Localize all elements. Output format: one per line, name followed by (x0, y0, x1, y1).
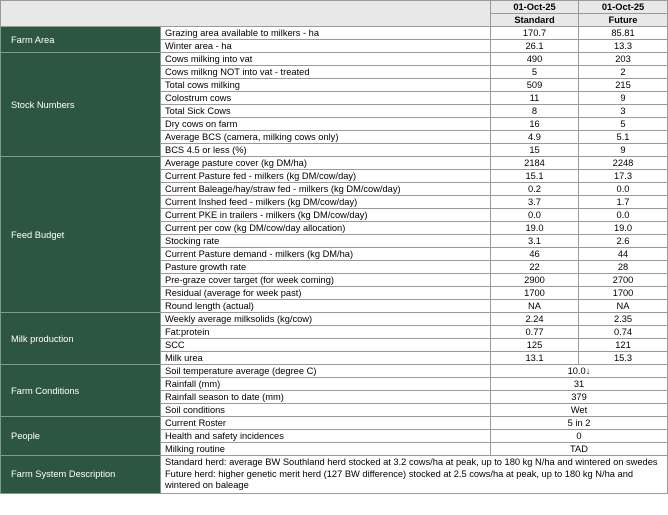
value-standard: 15 (491, 144, 579, 157)
value-future: 28 (579, 261, 668, 274)
value-shared: TAD (491, 443, 668, 456)
value-future: 13.3 (579, 40, 668, 53)
value-future: 215 (579, 79, 668, 92)
row-label: Average pasture cover (kg DM/ha) (161, 157, 491, 170)
row-label: Rainfall (mm) (161, 378, 491, 391)
value-future: 9 (579, 92, 668, 105)
value-standard: 13.1 (491, 352, 579, 365)
value-future: 5 (579, 118, 668, 131)
row-label: SCC (161, 339, 491, 352)
section-people: People (1, 417, 161, 456)
section-stock-numbers: Stock Numbers (1, 53, 161, 157)
value-shared: 10.0↓ (491, 365, 668, 378)
table-row (1, 27, 668, 40)
row-label: Health and safety incidences (161, 430, 491, 443)
row-label: Milk urea (161, 352, 491, 365)
value-standard: 0.2 (491, 183, 579, 196)
value-future: 0.0 (579, 183, 668, 196)
column-future: Future (579, 14, 668, 27)
value-standard: 8 (491, 105, 579, 118)
value-shared: 31 (491, 378, 668, 391)
column-standard: Standard (491, 14, 579, 27)
value-standard: 0.77 (491, 326, 579, 339)
value-standard: 4.9 (491, 131, 579, 144)
value-future: 2248 (579, 157, 668, 170)
date-future: 01-Oct-25 (579, 1, 668, 14)
value-standard: 26.1 (491, 40, 579, 53)
value-future: 44 (579, 248, 668, 261)
value-future: 0.74 (579, 326, 668, 339)
value-future: 17.3 (579, 170, 668, 183)
value-standard: 15.1 (491, 170, 579, 183)
value-future: 1.7 (579, 196, 668, 209)
row-label: Residual (average for week past) (161, 287, 491, 300)
row-label: Current Pasture fed - milkers (kg DM/cow/day) (161, 170, 491, 183)
table-row (1, 365, 668, 378)
row-label: Current Inshed feed - milkers (kg DM/cow/day) (161, 196, 491, 209)
row-label: Current Baleage/hay/straw fed - milkers (kg DM/cow/day) (161, 183, 491, 196)
section-milk-production: Milk production (1, 313, 161, 365)
value-shared: 0 (491, 430, 668, 443)
value-standard: 19.0 (491, 222, 579, 235)
row-label: Dry cows on farm (161, 118, 491, 131)
description-future: Future herd: higher genetic merit herd (127 BW difference) stocked at 2.5 cows/ha at peak, up to 180 kg N/ha and wintered on baleage (165, 468, 634, 490)
section-farm-area: Farm Area (1, 27, 161, 53)
value-future: 9 (579, 144, 668, 157)
row-label: Total cows milking (161, 79, 491, 92)
row-label: Grazing area available to milkers - ha (161, 27, 491, 40)
date-standard: 01-Oct-25 (491, 1, 579, 14)
value-future: 203 (579, 53, 668, 66)
row-label: Pasture growth rate (161, 261, 491, 274)
table-row (1, 417, 668, 430)
value-standard: 170.7 (491, 27, 579, 40)
value-standard: 3.1 (491, 235, 579, 248)
value-standard: 5 (491, 66, 579, 79)
value-shared: 379 (491, 391, 668, 404)
value-standard: 16 (491, 118, 579, 131)
row-label: Fat:protein (161, 326, 491, 339)
row-label: Current per cow (kg DM/cow/day allocation) (161, 222, 491, 235)
value-standard: 490 (491, 53, 579, 66)
value-standard: 22 (491, 261, 579, 274)
row-label: Weekly average milksolids (kg/cow) (161, 313, 491, 326)
value-future: 85.81 (579, 27, 668, 40)
row-label: Colostrum cows (161, 92, 491, 105)
row-label: Winter area - ha (161, 40, 491, 53)
table-row (1, 456, 668, 494)
row-label: Current PKE in trailers - milkers (kg DM/cow/day) (161, 209, 491, 222)
value-shared: Wet (491, 404, 668, 417)
value-standard: 125 (491, 339, 579, 352)
value-standard: 46 (491, 248, 579, 261)
value-future: 2.35 (579, 313, 668, 326)
farm-system-description (161, 456, 668, 494)
value-future: 19.0 (579, 222, 668, 235)
value-standard: 11 (491, 92, 579, 105)
row-label: Current Pasture demand - milkers (kg DM/ha) (161, 248, 491, 261)
row-label: Cows milkng NOT into vat - treated (161, 66, 491, 79)
row-label: Pre-graze cover target (for week coming) (161, 274, 491, 287)
description-standard: Standard herd: average BW Southland herd stocked at 3.2 cows/ha at peak, up to 180 kg N/ha and wintered on swedes (165, 457, 658, 467)
value-standard: 1700 (491, 287, 579, 300)
row-label: Cows milking into vat (161, 53, 491, 66)
value-standard: 509 (491, 79, 579, 92)
value-standard: 0.0 (491, 209, 579, 222)
value-future: 1700 (579, 287, 668, 300)
value-standard: 2.24 (491, 313, 579, 326)
value-shared: 5 in 2 (491, 417, 668, 430)
row-label: BCS 4.5 or less (%) (161, 144, 491, 157)
header-blank (1, 1, 491, 27)
row-label: Milking routine (161, 443, 491, 456)
value-standard: 2184 (491, 157, 579, 170)
value-future: 15.3 (579, 352, 668, 365)
row-label: Current Roster (161, 417, 491, 430)
value-standard: 3.7 (491, 196, 579, 209)
section-farm-system-description: Farm System Description (1, 456, 161, 494)
row-label: Stocking rate (161, 235, 491, 248)
row-label: Rainfall season to date (mm) (161, 391, 491, 404)
row-label: Soil temperature average (degree C) (161, 365, 491, 378)
row-label: Average BCS (camera, milking cows only) (161, 131, 491, 144)
section-farm-conditions: Farm Conditions (1, 365, 161, 417)
value-future: NA (579, 300, 668, 313)
header-row-dates (1, 1, 668, 14)
value-future: 0.0 (579, 209, 668, 222)
table-row (1, 157, 668, 170)
section-feed-budget: Feed Budget (1, 157, 161, 313)
value-future: 2.6 (579, 235, 668, 248)
value-standard: 2900 (491, 274, 579, 287)
row-label: Total Sick Cows (161, 105, 491, 118)
row-label: Soil conditions (161, 404, 491, 417)
table-row (1, 53, 668, 66)
value-future: 5.1 (579, 131, 668, 144)
value-future: 121 (579, 339, 668, 352)
row-label: Round length (actual) (161, 300, 491, 313)
value-standard: NA (491, 300, 579, 313)
value-future: 2 (579, 66, 668, 79)
value-future: 2700 (579, 274, 668, 287)
value-future: 3 (579, 105, 668, 118)
table-row (1, 313, 668, 326)
